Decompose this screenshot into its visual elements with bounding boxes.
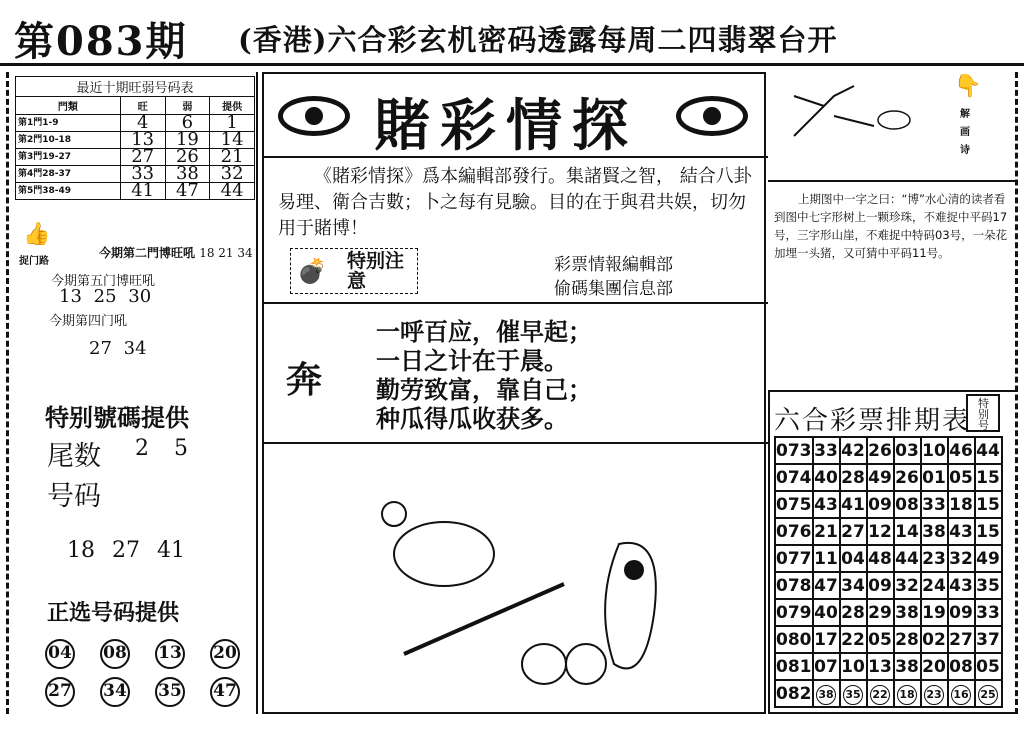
number-cell: 03: [894, 437, 921, 464]
number-cell: 12: [867, 518, 894, 545]
number-cell: 32: [894, 572, 921, 599]
tip-label-3: 今期第四门吼: [49, 314, 128, 329]
number-cell: 08: [948, 653, 975, 680]
number-cell: 17: [813, 626, 840, 653]
riddle-text: 上期图中一字之曰：“博”水心清的读者看到图中七字形树上一颗珍珠，不难捉中平码17号，三字形山崖，不难捉中特码03号，一朵花加埋一头猪，又可猜中平码11号。: [774, 192, 1008, 260]
number-cell: 07: [813, 653, 840, 680]
period-cell: 082: [775, 680, 813, 707]
issue-number: 第083期: [14, 18, 188, 65]
number-cell: 19: [921, 599, 948, 626]
verse-lines: [376, 318, 592, 434]
number-cell: 05: [975, 653, 1002, 680]
number-cell: 33: [975, 599, 1002, 626]
schedule-row: [775, 545, 1002, 572]
schedule-row: [775, 680, 1002, 707]
number-cell: 18: [948, 491, 975, 518]
number-cell: 26: [867, 437, 894, 464]
number-cell: 33: [813, 437, 840, 464]
ball-number: 16: [951, 685, 971, 705]
number-cell: 02: [921, 626, 948, 653]
schedule-table: [774, 436, 1003, 708]
number-cell: 44: [210, 183, 255, 200]
number-cell: [840, 680, 867, 707]
notice-label: 特别注意: [347, 250, 405, 292]
number-cell: [975, 680, 1002, 707]
verse-section: [264, 304, 768, 444]
number-cell: 32: [210, 166, 255, 183]
number-cell: 15: [975, 464, 1002, 491]
schedule-panel: [768, 390, 1018, 714]
number-cell: 21: [813, 518, 840, 545]
number-cell: 1: [210, 115, 255, 132]
period-cell: 080: [775, 626, 813, 653]
verse-line: 一日之计在于晨。: [376, 347, 568, 375]
number-cell: 13: [867, 653, 894, 680]
schedule-title: 六合彩票排期表: [774, 406, 971, 436]
number-cell: 09: [948, 599, 975, 626]
tip-icon-label: 捉门路: [19, 256, 49, 267]
verse-line: 种瓜得瓜收获多。: [376, 405, 568, 433]
period-cell: 079: [775, 599, 813, 626]
number-cell: [921, 680, 948, 707]
number-cell: 24: [921, 572, 948, 599]
tip-numbers: 18 21 34: [199, 246, 253, 260]
number-cell: 05: [867, 626, 894, 653]
number-cell: 27: [120, 149, 165, 166]
ball-number: 25: [978, 685, 998, 705]
verse-line: 勤劳致富，靠自己；: [376, 376, 592, 404]
column-header: 門類: [16, 97, 121, 115]
number-cell: [813, 680, 840, 707]
number-cell: 43: [948, 572, 975, 599]
number-cell: 38: [921, 518, 948, 545]
number-cell: 22: [840, 626, 867, 653]
number-cell: 46: [948, 437, 975, 464]
eye-icon: [278, 96, 350, 136]
right-column: [768, 72, 1018, 714]
number-cell: [948, 680, 975, 707]
special-title: 特别號碼提供: [45, 404, 189, 432]
number-cell: 38: [894, 653, 921, 680]
table-row: [16, 183, 255, 200]
number-cell: 47: [813, 572, 840, 599]
group-cell: 第3門19-27: [16, 149, 121, 166]
number-cell: 05: [948, 464, 975, 491]
left-column: [6, 72, 258, 714]
number-circle: 04: [45, 639, 75, 669]
number-cell: 41: [120, 183, 165, 200]
number-circle: 47: [210, 677, 240, 707]
number-cell: 28: [840, 464, 867, 491]
period-cell: 081: [775, 653, 813, 680]
number-cell: 26: [165, 149, 210, 166]
number-cell: 19: [165, 132, 210, 149]
ball-number: 22: [870, 685, 890, 705]
period-cell: 074: [775, 464, 813, 491]
number-cell: 27: [840, 518, 867, 545]
number-circle: 27: [45, 677, 75, 707]
period-cell: 078: [775, 572, 813, 599]
tip-label: 今期第二門博旺吼: [99, 246, 196, 260]
tail-values: 2 5: [135, 436, 188, 461]
side-label: 解画诗: [960, 109, 970, 156]
number-cell: 28: [894, 626, 921, 653]
number-cell: 33: [921, 491, 948, 518]
tip-numbers-3: 27 34: [89, 338, 147, 359]
ball-number: 23: [924, 685, 944, 705]
number-cell: 38: [894, 599, 921, 626]
schedule-row: [775, 464, 1002, 491]
schedule-row: [775, 572, 1002, 599]
number-cell: 20: [921, 653, 948, 680]
number-cell: 35: [975, 572, 1002, 599]
notice-box: [290, 248, 418, 294]
verse-line: 一呼百应，催早起；: [376, 318, 592, 346]
number-circle: 20: [210, 639, 240, 669]
ball-number: 35: [843, 685, 863, 705]
number-cell: 09: [867, 491, 894, 518]
tip-label-2: 今期第五门博旺吼: [51, 274, 156, 289]
number-cell: 49: [975, 545, 1002, 572]
eye-icon: [676, 96, 748, 136]
table-title: 最近十期旺弱号码表: [16, 77, 255, 97]
period-cell: 077: [775, 545, 813, 572]
bomb-icon: 💣: [297, 257, 327, 285]
period-cell: 076: [775, 518, 813, 545]
schedule-row: [775, 437, 1002, 464]
number-cell: 21: [210, 149, 255, 166]
group-cell: 第2門10-18: [16, 132, 121, 149]
number-cell: 38: [165, 166, 210, 183]
ball-number: 38: [816, 685, 836, 705]
group-cell: 第5門38-49: [16, 183, 121, 200]
number-cell: 44: [894, 545, 921, 572]
number-cell: 40: [813, 599, 840, 626]
number-cell: 4: [120, 115, 165, 132]
number-cell: 29: [867, 599, 894, 626]
number-cell: 04: [840, 545, 867, 572]
schedule-row: [775, 599, 1002, 626]
number-cell: 08: [894, 491, 921, 518]
rooster-illustration: [364, 474, 664, 704]
number-cell: 28: [840, 599, 867, 626]
divider: [768, 180, 1018, 182]
verse-char: 奔: [286, 360, 323, 401]
period-cell: 073: [775, 437, 813, 464]
number-cell: 48: [867, 545, 894, 572]
number-circle: 08: [100, 639, 130, 669]
number-cell: 33: [120, 166, 165, 183]
group-cell: 第4門28-37: [16, 166, 121, 183]
number-circle: 35: [155, 677, 185, 707]
number-cell: 14: [210, 132, 255, 149]
tip-numbers-2: 13 25 30: [59, 286, 152, 307]
number-cell: 10: [840, 653, 867, 680]
number-cell: [867, 680, 894, 707]
number-cell: 37: [975, 626, 1002, 653]
signature-1: 彩票情報編輯部: [554, 255, 673, 275]
number-cell: 40: [813, 464, 840, 491]
selection-numbers: [45, 634, 265, 710]
pointing-hand-icon: 👇: [954, 74, 982, 99]
number-cell: 43: [948, 518, 975, 545]
number-cell: 23: [921, 545, 948, 572]
schedule-row: [775, 518, 1002, 545]
number-cell: 34: [840, 572, 867, 599]
tail-label: 尾数: [47, 441, 101, 472]
middle-column: [262, 72, 766, 714]
code-values: 18 27 41: [67, 538, 185, 563]
number-cell: 42: [840, 437, 867, 464]
number-circle: 13: [155, 639, 185, 669]
number-cell: 11: [813, 545, 840, 572]
number-cell: 15: [975, 518, 1002, 545]
selection-title: 正选号码提供: [47, 601, 180, 626]
number-cell: 01: [921, 464, 948, 491]
column-header: 提供: [210, 97, 255, 115]
column-header: 弱: [165, 97, 210, 115]
number-cell: 6: [165, 115, 210, 132]
schedule-row: [775, 626, 1002, 653]
masthead-title: 賭彩情探: [374, 93, 638, 159]
column-header: 旺: [120, 97, 165, 115]
number-cell: 43: [813, 491, 840, 518]
special-number-label: 特别号: [966, 394, 1000, 432]
number-cell: 41: [840, 491, 867, 518]
number-cell: 15: [975, 491, 1002, 518]
riddle-illustration: [774, 76, 934, 146]
number-circle: 34: [100, 677, 130, 707]
intro-section: [264, 158, 768, 304]
number-cell: 09: [867, 572, 894, 599]
ball-number: 18: [897, 685, 917, 705]
period-cell: 075: [775, 491, 813, 518]
tip-line-1: [99, 244, 253, 261]
code-label: 号码: [47, 481, 101, 512]
number-cell: 44: [975, 437, 1002, 464]
number-cell: [894, 680, 921, 707]
number-cell: 26: [894, 464, 921, 491]
number-cell: 32: [948, 545, 975, 572]
schedule-row: [775, 491, 1002, 518]
page-header: [0, 0, 1024, 66]
headline: (香港)六合彩玄机密码透露每周二四翡翠台开: [238, 23, 838, 57]
group-cell: 第1門1-9: [16, 115, 121, 132]
thumbs-up-icon: 👍: [23, 222, 51, 247]
signature-2: 偷碼集團信息部: [554, 279, 673, 299]
number-cell: 13: [120, 132, 165, 149]
number-cell: 10: [921, 437, 948, 464]
masthead: [264, 74, 768, 158]
number-cell: 47: [165, 183, 210, 200]
intro-text: 《賭彩情探》爲本編輯部發行。集諸賢之智， 結合八卦易理、衛合吉數；卜之每有見驗。目的在于與君共娱，切勿用于賭博！: [278, 166, 752, 239]
schedule-row: [775, 653, 1002, 680]
hot-cold-table: [15, 76, 255, 200]
number-cell: 49: [867, 464, 894, 491]
number-cell: 14: [894, 518, 921, 545]
number-cell: 27: [948, 626, 975, 653]
